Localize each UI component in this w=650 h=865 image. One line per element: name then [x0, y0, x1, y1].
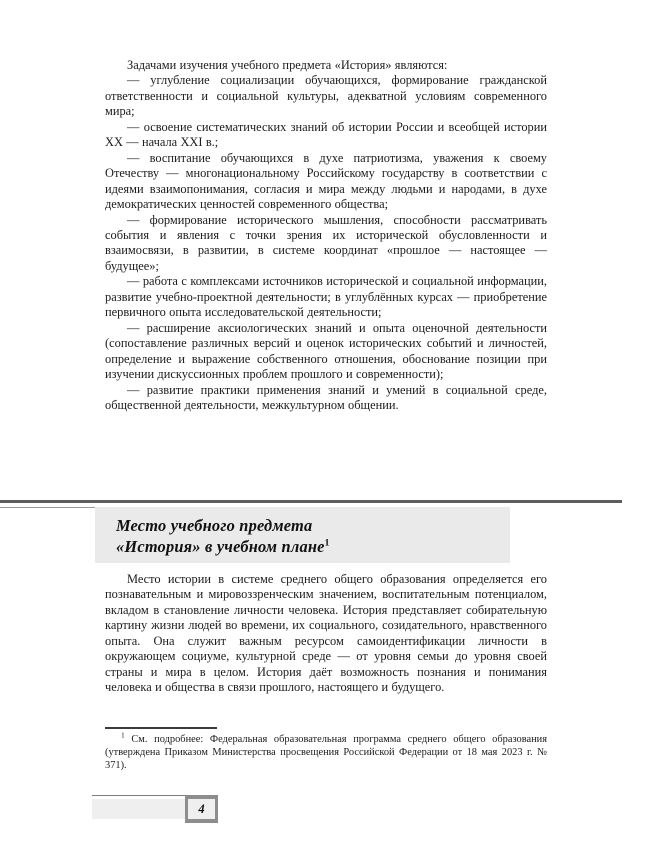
objective-item: — углубление социализации обучающихся, формирование гражданской ответственности и социальной культуры, адекватной условиям современного мира; [105, 73, 547, 119]
objective-item: — работа с комплексами источников исторической и социальной информации, развитие учебно-проектной деятельности; в углублённых курсах — приобретение первичного опыта исследовательской деятельности; [105, 274, 547, 320]
section-divider-thick-rule [0, 500, 622, 503]
objectives-intro-paragraph: Задачами изучения учебного предмета «История» являются: [127, 58, 448, 72]
objective-item: — воспитание обучающихся в духе патриотизма, уважения к своему Отечеству — многонациональному Российскому государству в соответствии с идеями взаимопонимания, согласия и мира между людьми и народами, в духе демократических ценностей современного общества; [105, 150, 547, 212]
footnote-text [105, 730, 547, 772]
objective-item: — освоение систематических знаний об истории России и всеобщей истории XX — начала XXI в.; [105, 119, 547, 150]
section-two-body [105, 572, 547, 696]
footnote-body: См. подробнее: Федеральная образовательная программа среднего общего образования (утверждена Приказом Министерства просвещения Российской Федерации от 18 мая 2023 г. № 371). [105, 734, 547, 771]
page-number-inner [188, 799, 215, 819]
section-heading-line-1: Место учебного предмета [116, 516, 313, 535]
objective-item: — развитие практики применения знаний и умений в социальной среде, общественной деятельности, межкультурном общении. [105, 382, 547, 412]
section-two-paragraph: Место истории в системе среднего общего образования определяется его познавательным и мировоззренческим значением, воспитательным потенциалом, вкладом в становление личности человека. История представляет собирательную картину жизни людей во времени, их социального, созидательного, нравственного опыта. Она служит важным ресурсом самоидентификации личности в окружающем социуме, культурной среде — от уровня семьи до уровня своей страны и мира в целом. История даёт возможность познания и понимания человека и общества в связи прошлого, настоящего и будущего. [105, 572, 547, 695]
objective-item: — формирование исторического мышления, способности рассматривать события и явления с точки зрения их исторической обусловленности и взаимосвязи, в развитии, в системе координат «прошлое — настоящее — будущее»; [105, 212, 547, 273]
footnote-marker: 1 [121, 730, 125, 740]
section-heading [116, 515, 516, 557]
objectives-section [105, 58, 547, 413]
objective-item: — расширение аксиологических знаний и опыта оценочной деятельности (сопоставление различных версий и оценок исторических событий и личностей, определение и выражение собственного отношения, обоснование позиции при изучении дискуссионных проблем прошлого и современности); [105, 320, 547, 382]
section-heading-line-2: «История» в учебном плане [116, 537, 325, 556]
heading-footnote-marker: 1 [324, 538, 330, 549]
footnote-separator-rule [105, 727, 217, 729]
page-number: 4 [198, 801, 205, 816]
